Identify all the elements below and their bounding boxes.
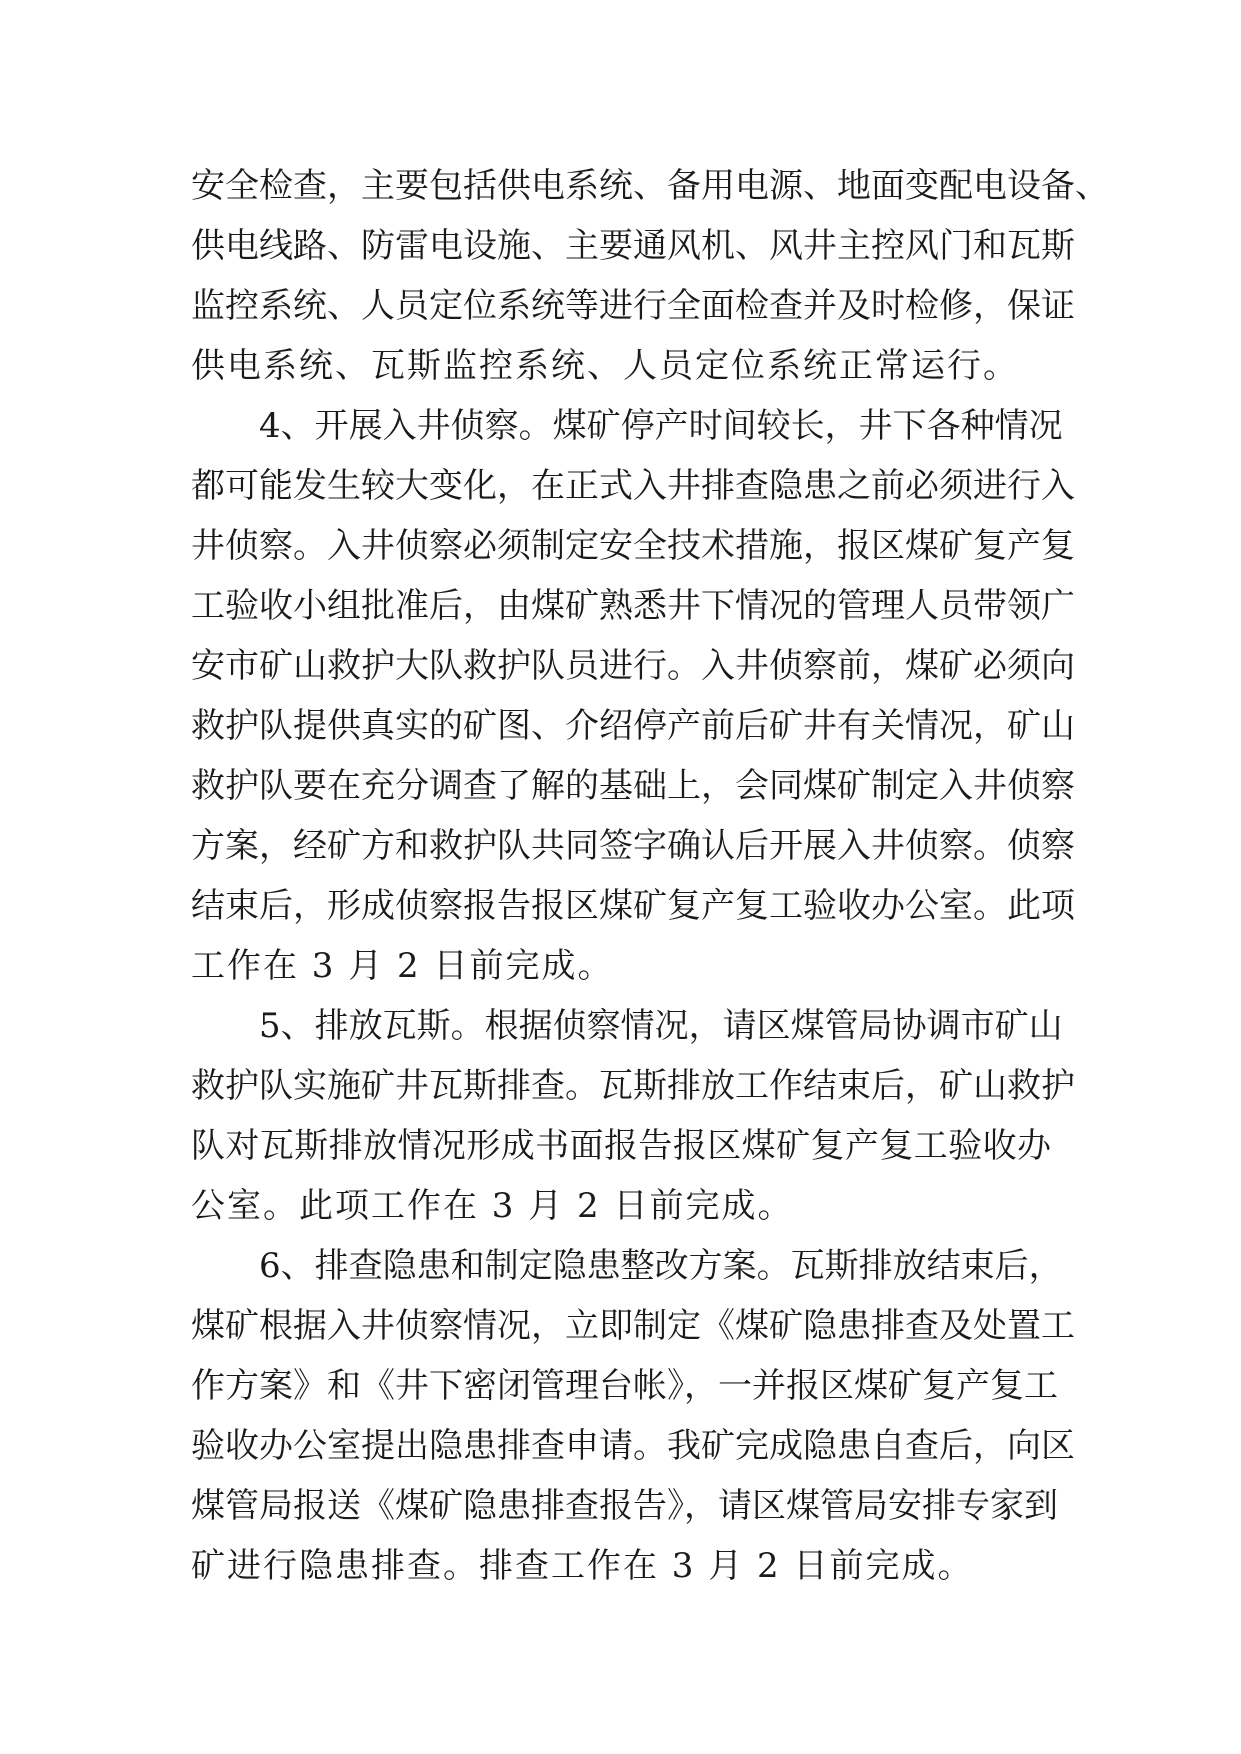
text-line: 方案，经矿方和救护队共同签字确认后开展入井侦察。侦察 bbox=[191, 826, 1075, 866]
text-line: 矿进行隐患排查。排查工作在 3 月 2 日前完成。 bbox=[191, 1546, 974, 1586]
text-line: 作方案》和《井下密闭管理台帐》，一并报区煤矿复产复工 bbox=[191, 1366, 1058, 1406]
text-line: 供电线路、防雷电设施、主要通风机、风井主控风门和瓦斯 bbox=[191, 226, 1075, 266]
text-line: 验收办公室提出隐患排查申请。我矿完成隐患自查后，向区 bbox=[191, 1426, 1075, 1466]
text-line: 都可能发生较大变化，在正式入井排查隐患之前必须进行入 bbox=[191, 466, 1075, 506]
text-line: 队对瓦斯排放情况形成书面报告报区煤矿复产复工验收办 bbox=[191, 1126, 1051, 1166]
text-line: 6、排查隐患和制定隐患整改方案。瓦斯排放结束后， bbox=[259, 1246, 1063, 1286]
text-line: 煤矿根据入井侦察情况，立即制定《煤矿隐患排查及处置工 bbox=[191, 1306, 1075, 1346]
text-line: 井侦察。入井侦察必须制定安全技术措施，报区煤矿复产复 bbox=[191, 526, 1075, 566]
text-line: 供电系统、瓦斯监控系统、人员定位系统正常运行。 bbox=[191, 346, 1019, 386]
text-line: 救护队实施矿井瓦斯排查。瓦斯排放工作结束后，矿山救护 bbox=[191, 1066, 1075, 1106]
text-line: 4、开展入井侦察。煤矿停产时间较长，井下各种情况 bbox=[259, 406, 1063, 446]
text-line: 工验收小组批准后，由煤矿熟悉井下情况的管理人员带领广 bbox=[191, 586, 1075, 626]
text-line: 救护队要在充分调查了解的基础上，会同煤矿制定入井侦察 bbox=[191, 766, 1075, 806]
text-line: 5、排放瓦斯。根据侦察情况，请区煤管局协调市矿山 bbox=[259, 1006, 1063, 1046]
text-line: 工作在 3 月 2 日前完成。 bbox=[191, 946, 614, 986]
document-body bbox=[191, 156, 1109, 1596]
text-line: 煤管局报送《煤矿隐患排查报告》，请区煤管局安排专家到 bbox=[191, 1486, 1058, 1526]
text-line: 安全检查，主要包括供电系统、备用电源、地面变配电设备、 bbox=[191, 166, 1109, 206]
text-line: 结束后，形成侦察报告报区煤矿复产复工验收办公室。此项 bbox=[191, 886, 1075, 926]
text-line: 监控系统、人员定位系统等进行全面检查并及时检修，保证 bbox=[191, 286, 1075, 326]
text-line: 救护队提供真实的矿图、介绍停产前后矿井有关情况，矿山 bbox=[191, 706, 1075, 746]
text-line: 安市矿山救护大队救护队员进行。入井侦察前，煤矿必须向 bbox=[191, 646, 1075, 686]
text-line: 公室。此项工作在 3 月 2 日前完成。 bbox=[191, 1186, 794, 1226]
